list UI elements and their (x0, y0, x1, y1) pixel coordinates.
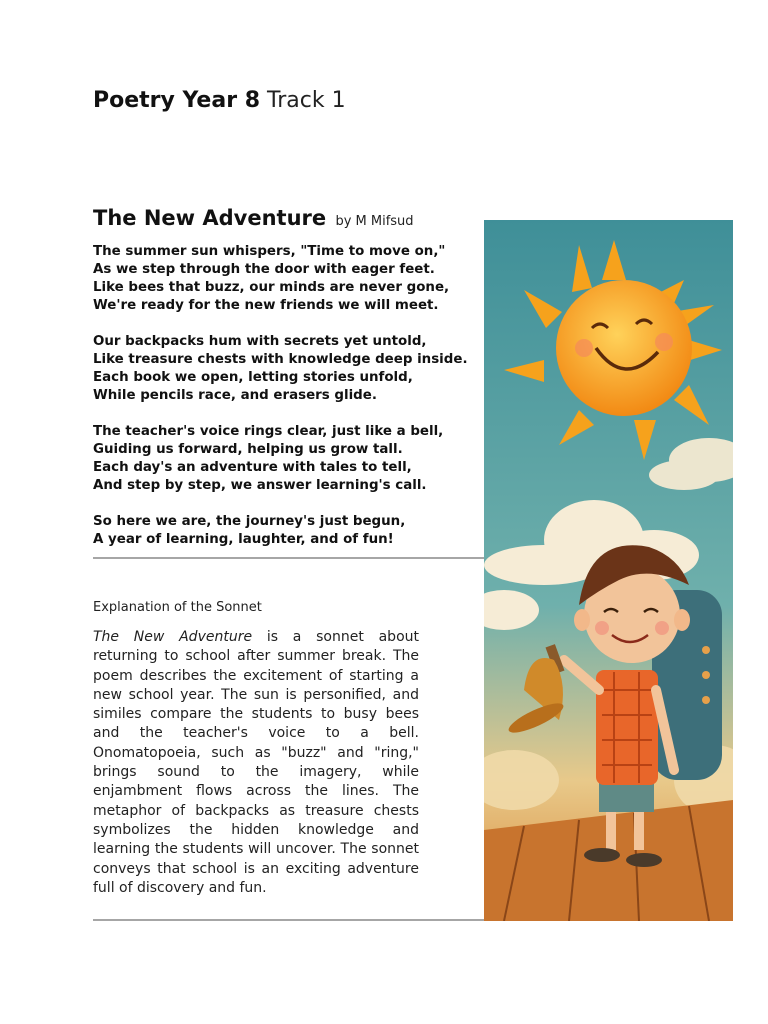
shirt (596, 670, 658, 785)
poem-line: A year of learning, laughter, and of fun! (93, 532, 394, 547)
stanza-2 (93, 333, 478, 405)
poem-title (93, 203, 414, 237)
header-track: Track 1 (267, 88, 346, 113)
poem-line: Each day's an adventure with tales to tell, (93, 460, 412, 475)
poem-line: Our backpacks hum with secrets yet untold, (93, 334, 427, 349)
poem-line: We're ready for the new friends we will meet. (93, 298, 439, 313)
poem-line: Guiding us forward, helping us grow tall. (93, 442, 403, 457)
poem-line: The teacher's voice rings clear, just like a bell, (93, 424, 444, 439)
poem-title-text: The New Adventure (93, 206, 327, 230)
divider-top (93, 557, 485, 559)
poem-line: So here we are, the journey's just begun, (93, 514, 406, 529)
poem-line: Like treasure chests with knowledge deep inside. (93, 352, 468, 367)
poem-body (93, 243, 478, 567)
poem-line: As we step through the door with eager feet. (93, 262, 435, 277)
stanza-3 (93, 423, 478, 495)
poem-line: While pencils race, and erasers glide. (93, 388, 377, 403)
poem-line: Like bees that buzz, our minds are never gone, (93, 280, 450, 295)
explanation-body: is a sonnet about returning to school after summer break. The poem describes the excitement of starting a new school year. The sun is personified, and similes compare the students to busy bees and the teacher's voice to a bell. Onomatopoeia, such as "buzz" and "ring," brings sound to the imagery, while enjambment flows across the lines. The metaphor of backpacks as treasure chests symbolizes the hidden knowledge and learning the students will uncover. The sonnet conveys that school is an exciting adventure full of discovery and fun. (93, 629, 419, 896)
header-title: Poetry Year 8 (93, 88, 261, 113)
poem-author: by M Mifsud (335, 214, 414, 229)
page-header (93, 86, 346, 116)
stanza-4 (93, 513, 478, 549)
explanation-text (93, 628, 419, 898)
explanation-heading: Explanation of the Sonnet (93, 600, 262, 615)
illustration (484, 220, 733, 921)
explanation-italic-title: The New Adventure (93, 629, 253, 645)
poem-line: And step by step, we answer learning's call. (93, 478, 427, 493)
poem-line: Each book we open, letting stories unfold, (93, 370, 413, 385)
divider-bottom (93, 919, 485, 921)
stanza-1 (93, 243, 478, 315)
poem-line: The summer sun whispers, "Time to move on," (93, 244, 446, 259)
